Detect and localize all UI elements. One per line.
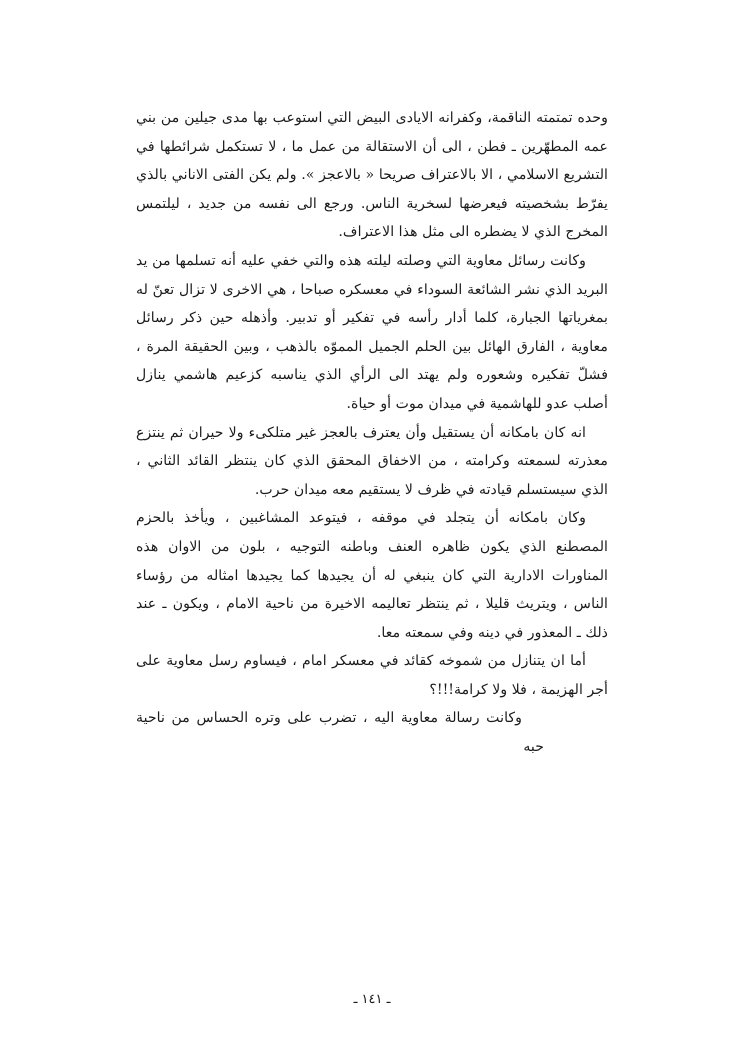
paragraph-5: أما ان يتنازل من شموخه كقائد في معسكر امام ، فيساوم رسل معاوية على أجر الهزيمة ، فلا ولا كرامة!!!؟ (136, 653, 608, 698)
paragraph-3: انه كان بامكانه أن يستقيل وأن يعترف بالعجز غير متلكىء ولا حيران ثم ينتزع معذرته لسمعته وكرامته ، من الاخفاق المحقق الذي كان ينتظر القائد الثاني ، الذي سيستسلم قيادته في ظرف لا يستقيم معه ميدان حرب. (136, 424, 608, 498)
body-text (136, 104, 608, 762)
paragraph-1: وحده تمتمته الناقمة، وكفرانه الايادى البيض التي استوعب بها مدى جيلين من بني عمه المطهّرين ـ فطن ، الى أن الاستقالة من عمل ما ، لا تستكمل شرائطها في التشريع الاسلامي ، الا بالاعتراف صريحا « بالاعجز ». ولم يكن الفتى الاناني بالذي يفرّط بشخصيته فيعرضها لسخرية الناس. ورجع الى نفسه من جديد ، ليلتمس المخرج الذي لا يضطره الى مثل هذا الاعتراف. (136, 110, 608, 241)
paragraph-6: وكانت رسالة معاوية اليه ، تضرب على وتره الحساس من ناحية حبه (136, 710, 544, 756)
paragraph-4: وكان بامكانه أن يتجلد في موقفه ، فيتوعد المشاغبين ، ويأخذ بالحزم المصطنع الذي يكون ظاهره العنف وباطنه التوجيه ، بلون من الاوان هذه المناورات الادارية التي كان ينبغي له أن يجيدها كما يجيدها امثاله من رؤساء الناس ، ويتريث قليلا ، ثم ينتظر تعاليمه الاخيرة من ناحية الامام ، ويكون ـ عند ذلك ـ المعذور في دينه وفي سمعته معا. (136, 510, 608, 641)
page-number: ـ ١٤١ ـ (353, 992, 391, 1007)
paragraph-2: وكانت رسائل معاوية التي وصلته ليلته هذه والتي خفي عليه أنه تسلمها من يد البريد الذي نشر الشائعة السوداء في معسكره صباحا ، هي الاخرى لا تزال تعنّ له بمغرياتها الجبارة، كلما أدار رأسه في تفكير أو تدبير. وأذهله حين ذكر رسائل معاوية ، الفارق الهائل بين الحلم الجميل المموّه بالذهب ، وبين الحقيقة المرة ، فشلّ تفكيره وشعوره ولم يهتد الى الرأي الذي يناسبه كزعيم هاشمي ينازل أصلب عدو للهاشمية في ميدان موت أو حياة. (136, 252, 608, 412)
